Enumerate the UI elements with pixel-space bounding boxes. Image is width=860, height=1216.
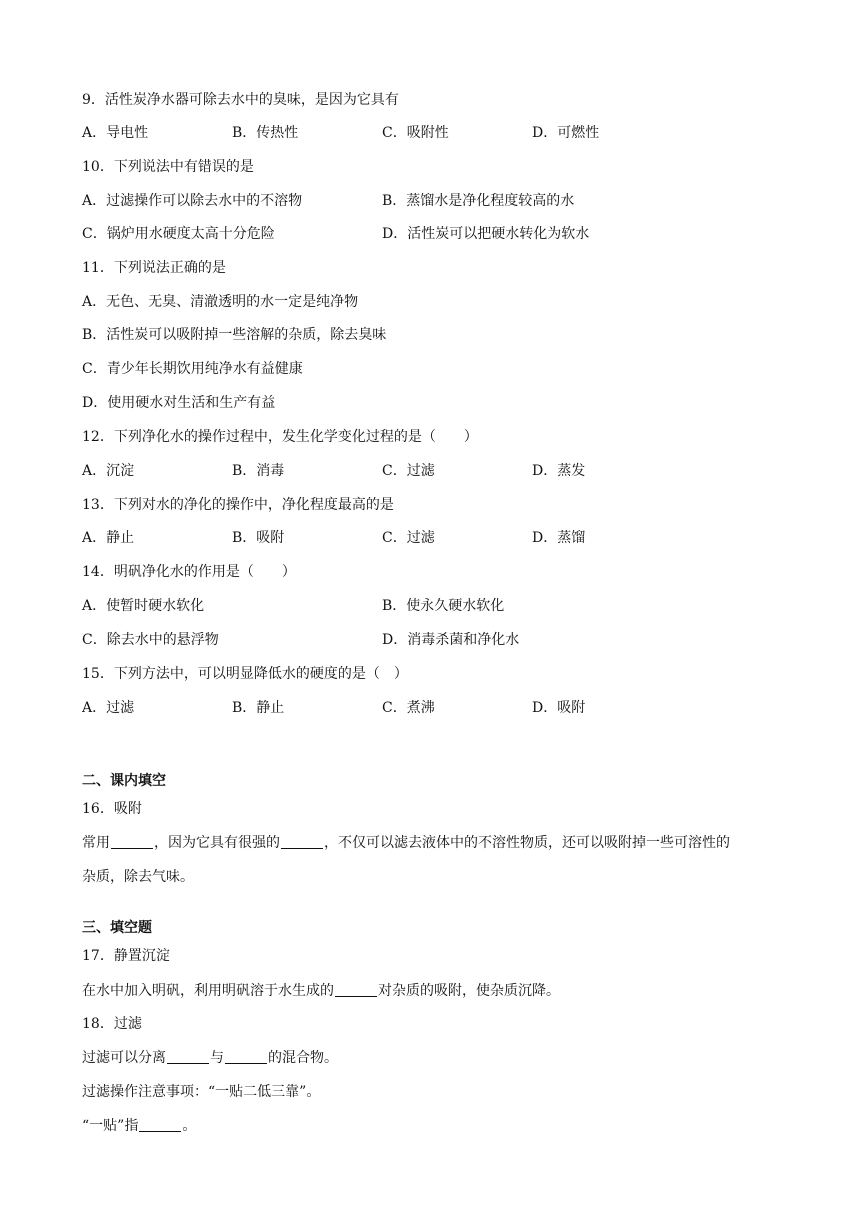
blank-5[interactable] (225, 1049, 267, 1064)
question-14-stem: 14．明矾净化水的作用是（ ） (82, 564, 296, 580)
question-13-stem: 13．下列对水的净化的操作中，净化程度最高的是 (82, 497, 394, 513)
q15-option-a: A．过滤 (82, 700, 135, 716)
q12-option-b: B．消毒 (232, 463, 285, 479)
q12-option-c: C．过滤 (382, 463, 435, 479)
q14-option-a: A．使暂时硬水软化 (82, 598, 205, 614)
q18-text-2: 与 (210, 1050, 224, 1066)
q13-option-d: D．蒸馏 (532, 530, 586, 546)
q10-option-b: B．蒸馏水是净化程度较高的水 (382, 193, 575, 209)
q16-text-1: 常用 (82, 835, 110, 851)
q13-option-a: A．静止 (82, 530, 135, 546)
blank-6[interactable] (139, 1117, 181, 1132)
question-17-title: 17．静置沉淀 (82, 948, 170, 964)
question-10-stem: 10．下列说法中有错误的是 (82, 159, 254, 175)
q18-text-1: 过滤可以分离 (82, 1050, 166, 1066)
q17-text-1: 在水中加入明矾，利用明矾溶于水生成的 (82, 983, 334, 999)
q18-yitie-text: “一贴”指 (82, 1118, 139, 1134)
q9-option-c: C．吸附性 (382, 125, 449, 141)
q10-option-d: D．活性炭可以把硬水转化为软水 (382, 226, 590, 242)
question-18-yitie (82, 1116, 196, 1136)
blank-1[interactable] (111, 834, 153, 849)
q15-option-b: B．静止 (232, 700, 285, 716)
section-3-title: 三、填空题 (82, 920, 152, 936)
question-18-note: 过滤操作注意事项：“一贴二低三靠”。 (82, 1084, 321, 1100)
q18-text-3: 的混合物。 (268, 1050, 338, 1066)
q16-text-3: ，不仅可以滤去液体中的不溶性物质，还可以吸附掉一些可溶性的 (324, 835, 730, 851)
q9-option-b: B．传热性 (232, 125, 299, 141)
q10-option-a: A．过滤操作可以除去水中的不溶物 (82, 193, 303, 209)
q11-option-c: C．青少年长期饮用纯净水有益健康 (82, 361, 303, 377)
question-17-line (82, 981, 560, 1001)
q11-option-b: B．活性炭可以吸附掉一些溶解的杂质，除去臭味 (82, 327, 387, 343)
q15-option-c: C．煮沸 (382, 700, 435, 716)
q9-option-a: A．导电性 (82, 125, 149, 141)
q16-text-2: ，因为它具有很强的 (154, 835, 280, 851)
question-16-line-1 (82, 833, 730, 853)
question-16-title: 16．吸附 (82, 801, 142, 817)
q15-option-d: D．吸附 (532, 700, 586, 716)
question-12-stem: 12．下列净化水的操作过程中，发生化学变化过程的是（ ） (82, 429, 478, 445)
q13-option-c: C．过滤 (382, 530, 435, 546)
q11-option-d: D．使用硬水对生活和生产有益 (82, 395, 276, 411)
question-16-line-2: 杂质，除去气味。 (82, 869, 194, 885)
blank-2[interactable] (281, 834, 323, 849)
q14-option-b: B．使永久硬水软化 (382, 598, 505, 614)
blank-3[interactable] (335, 982, 377, 997)
section-2-title: 二、课内填空 (82, 773, 166, 789)
q14-option-d: D．消毒杀菌和净化水 (382, 632, 520, 648)
q12-option-d: D．蒸发 (532, 463, 586, 479)
question-18-title: 18．过滤 (82, 1016, 142, 1032)
question-18-line-1 (82, 1048, 338, 1068)
question-15-stem: 15．下列方法中，可以明显降低水的硬度的是（ ） (82, 666, 408, 682)
q14-option-c: C．除去水中的悬浮物 (82, 632, 219, 648)
q17-text-2: 对杂质的吸附，使杂质沉降。 (378, 983, 560, 999)
q11-option-a: A．无色、无臭、清澈透明的水一定是纯净物 (82, 294, 359, 310)
question-11-stem: 11．下列说法正确的是 (82, 260, 226, 276)
q12-option-a: A．沉淀 (82, 463, 135, 479)
q9-option-d: D．可燃性 (532, 125, 600, 141)
q13-option-b: B．吸附 (232, 530, 285, 546)
question-9-stem: 9．活性炭净水器可除去水中的臭味，是因为它具有 (82, 92, 399, 108)
q18-end-text: 。 (182, 1118, 197, 1134)
blank-4[interactable] (167, 1049, 209, 1064)
q10-option-c: C．锅炉用水硬度太高十分危险 (82, 226, 275, 242)
